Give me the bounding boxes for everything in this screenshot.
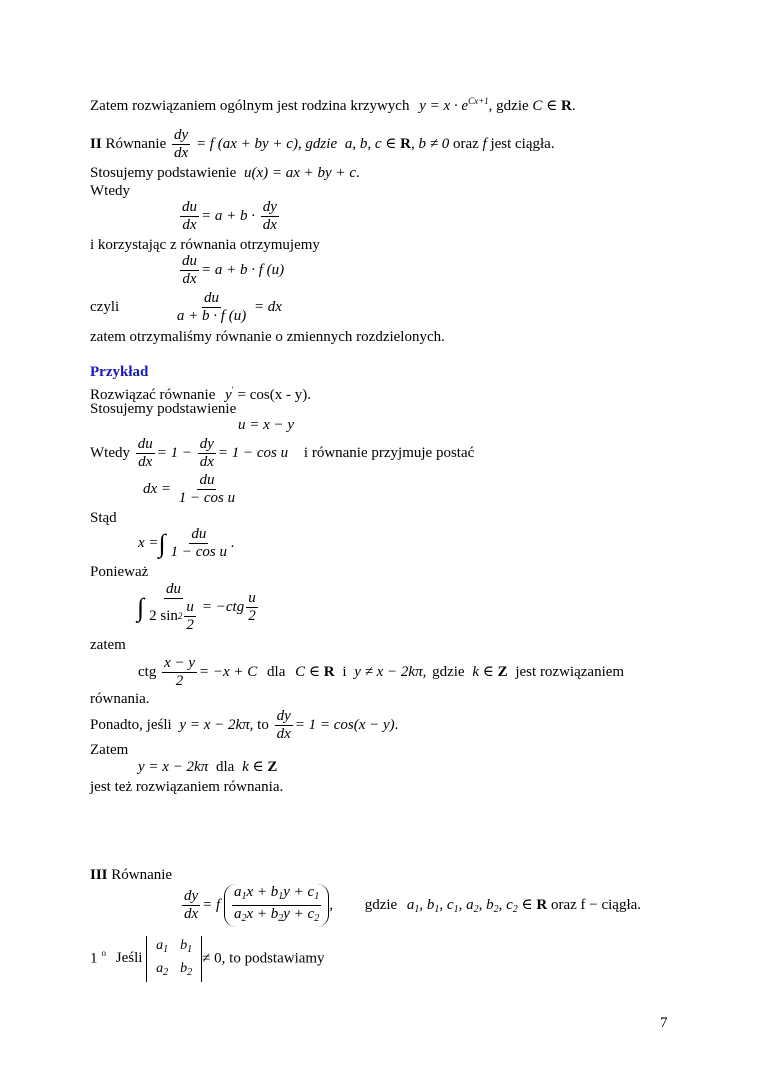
text-line: Stąd [90, 510, 117, 526]
text: gdzie [364, 896, 398, 913]
denominator: 2 [186, 617, 194, 633]
formula: y = x − 2kπ, [179, 716, 254, 733]
dot: . [307, 387, 311, 403]
set-Z: Z [497, 663, 508, 680]
text: gdzie [432, 663, 465, 680]
subscript: 2 [187, 967, 193, 978]
fraction-dy-dx [172, 127, 190, 162]
substitution-line [90, 164, 360, 182]
integral-sign: ∫ [137, 592, 145, 622]
formula: C ∈ [532, 98, 558, 114]
denominator [232, 906, 321, 927]
numerator: dy [184, 888, 199, 904]
equation-du-dx [178, 199, 281, 234]
set-Z: Z [267, 759, 278, 775]
var: a [406, 896, 415, 913]
fraction [180, 199, 199, 234]
formula: k ∈ [242, 759, 264, 775]
equation-du-dx-f [178, 253, 284, 288]
numerator: du [199, 472, 215, 488]
formula: = f (ax + by + c), gdzie [195, 135, 338, 152]
set-R: R [400, 135, 411, 152]
subscript: 1 [187, 944, 193, 955]
text: Wtedy [90, 444, 130, 461]
formula: = a + b · f (u) [201, 261, 285, 278]
formula: = a + b · [201, 207, 255, 224]
text: Stosujemy podstawienie [90, 165, 237, 181]
fraction [169, 526, 229, 561]
equation: u = x − y [238, 417, 295, 433]
dot: . [394, 716, 399, 733]
fraction [261, 199, 279, 234]
text: Ponadto, jeśli [90, 716, 172, 733]
formula: , b ≠ 0 [410, 135, 450, 152]
var: b [180, 938, 188, 953]
var: b [180, 961, 188, 976]
subscript: 1 [278, 891, 284, 902]
formula: C ∈ [295, 663, 320, 680]
prime: ′ [231, 385, 234, 395]
denominator: 1 − cos u [170, 544, 228, 560]
dot: . [231, 534, 235, 551]
text: Równanie [105, 135, 167, 152]
numerator: dy [262, 199, 277, 215]
text: oraz f − ciągła. [550, 896, 642, 913]
fraction [162, 655, 197, 690]
text-line: Zatem [90, 742, 129, 758]
ponadto-line [90, 708, 398, 743]
formula: = 1 = cos(x − y) [294, 716, 395, 733]
text-line: zatem [90, 637, 126, 653]
numerator: du [204, 290, 220, 306]
fraction [184, 599, 196, 634]
text-line: zatem otrzymaliśmy równanie o zmiennych rozdzielonych. [90, 329, 445, 345]
var: a [233, 884, 242, 900]
formula: = dx [253, 298, 282, 315]
subscript: 2 [241, 913, 247, 924]
text-line: i korzystając z równania otrzymujemy [90, 237, 320, 253]
comma: , [329, 896, 333, 913]
equation-III [180, 884, 641, 927]
denominator: dx [199, 454, 214, 470]
dot: . [571, 98, 576, 114]
text: Rozwiązać równanie [90, 387, 216, 403]
formula: k ∈ [472, 663, 494, 680]
equation-dx [143, 472, 239, 507]
text: Równanie [111, 867, 173, 883]
wtedy-line [90, 436, 474, 471]
denominator: dx [262, 217, 277, 233]
case-1-line [90, 936, 325, 982]
subscript: 1 [414, 903, 420, 915]
var: x + b [246, 906, 279, 922]
czyli-line [90, 290, 282, 325]
solution-line [138, 758, 277, 776]
subscript: 1 [314, 891, 320, 902]
section-number: II [90, 135, 102, 152]
text: Zatem rozwiązaniem ogólnym jest rodzina krzywych [90, 98, 410, 114]
var: a [156, 938, 164, 953]
fraction [147, 581, 200, 634]
numerator: du [137, 436, 153, 452]
formula: y [225, 387, 232, 403]
subscript: 2 [473, 903, 479, 915]
text: i [342, 663, 347, 680]
section-II-line [90, 127, 555, 162]
text-line: Wtedy [90, 183, 130, 199]
exponent: Cx+1 [468, 96, 489, 106]
text: oraz [452, 135, 479, 152]
numerator: du [182, 253, 197, 269]
denominator: 1 − cos u [178, 490, 236, 506]
subscript: 1 [453, 903, 459, 915]
text: czyli [90, 298, 120, 315]
formula: 2 sin [149, 608, 178, 624]
text: dla [267, 663, 286, 680]
subscript: 2 [512, 903, 518, 915]
subscript: 2 [163, 967, 169, 978]
subscript: 1 [434, 903, 440, 915]
determinant [146, 936, 202, 982]
case-number: 1 [90, 950, 98, 967]
exponent: 2 [177, 611, 183, 621]
formula: y = x · e [419, 98, 469, 114]
formula: a, b, c ∈ [344, 135, 397, 152]
formula: = 1 − cos u [217, 444, 289, 461]
fraction [275, 708, 293, 743]
coefficient-list: $a_1$, $b_1$, $c_1$, $a_2$, $b_2$, $c_2$ ∈ [406, 896, 533, 915]
var: a [156, 961, 164, 976]
formula: y = x − 2kπ [138, 759, 209, 775]
formula: f [482, 135, 487, 152]
denominator: 2 [175, 673, 184, 689]
formula: ctg [138, 663, 157, 680]
formula: ≠ 0, to podstawiamy [202, 950, 325, 967]
numerator: u [186, 599, 194, 615]
text: i równanie przyjmuje postać [303, 444, 475, 461]
formula: dx = [143, 480, 172, 497]
set-R: R [536, 896, 548, 913]
integral-sign: ∫ [158, 528, 166, 558]
example-heading: Przykład [90, 364, 149, 380]
cell [174, 936, 198, 959]
set-R: R [323, 663, 335, 680]
section-III-heading [90, 866, 172, 884]
fraction [198, 436, 216, 471]
numerator: x − y [164, 655, 196, 671]
var: x + b [246, 884, 279, 900]
text-line: równania. [90, 691, 150, 707]
parenthesis [224, 884, 329, 927]
var: y + c [283, 884, 315, 900]
numerator: u [248, 590, 256, 606]
numerator: dy [199, 436, 214, 452]
subscript: 2 [314, 913, 320, 924]
denominator: dx [276, 726, 291, 742]
degree: o [101, 948, 106, 959]
text: dla [215, 759, 235, 775]
denominator: dx [182, 217, 197, 233]
solution-ctg-line [138, 655, 624, 690]
numerator: du [166, 581, 181, 597]
formula: = 1 − [156, 444, 192, 461]
equation-x-integral [138, 526, 235, 561]
formula: u(x) = ax + by + c [244, 165, 356, 181]
general-solution-line [90, 92, 576, 115]
cell [150, 959, 174, 982]
denominator: dx [182, 271, 197, 287]
fraction [177, 472, 237, 507]
denominator: a + b · f (u) [176, 308, 247, 324]
formula: = f [202, 896, 221, 913]
var: , b [419, 896, 435, 913]
text: Jeśli [115, 950, 143, 967]
fraction [182, 888, 200, 923]
page-number: 7 [660, 1015, 668, 1031]
denominator [147, 599, 200, 634]
numerator: du [191, 526, 207, 542]
text: jest rozwiązaniem [515, 663, 625, 680]
text: , gdzie [488, 98, 529, 114]
fraction [232, 884, 321, 927]
equation-integral-ctg [137, 581, 260, 634]
cell [174, 959, 198, 982]
formula: y ≠ x − 2kπ, [354, 663, 427, 680]
denominator: 2 [248, 608, 256, 624]
var: y + c [283, 906, 315, 922]
subscript: 2 [278, 913, 284, 924]
formula: = cos(x - y) [237, 387, 308, 403]
dot: . [356, 165, 360, 181]
section-number: III [90, 867, 108, 883]
formula: = −x + C [199, 663, 258, 680]
text-line: Ponieważ [90, 564, 149, 580]
denominator: dx [174, 145, 189, 161]
formula: x = [138, 534, 159, 551]
fraction [180, 253, 199, 288]
subscript: 1 [241, 891, 247, 902]
fraction [246, 590, 258, 625]
numerator: dy [276, 708, 291, 724]
numerator: du [182, 199, 197, 215]
subscript: 1 [163, 944, 169, 955]
text-line: Stosujemy podstawienie [90, 401, 237, 417]
subscript: 2 [493, 903, 499, 915]
formula: = −ctg [201, 598, 245, 615]
text-line: jest też rozwiązaniem równania. [90, 779, 284, 795]
fraction [136, 436, 155, 471]
determinant-matrix [150, 936, 198, 982]
text: to [257, 716, 269, 733]
fraction [175, 290, 248, 325]
set-R: R [561, 98, 572, 114]
numerator: dy [174, 127, 189, 143]
denominator: dx [138, 454, 153, 470]
denominator: dx [184, 906, 199, 922]
text: jest ciągła. [490, 135, 555, 152]
numerator [232, 884, 321, 906]
var: a [233, 906, 242, 922]
cell [150, 936, 174, 959]
